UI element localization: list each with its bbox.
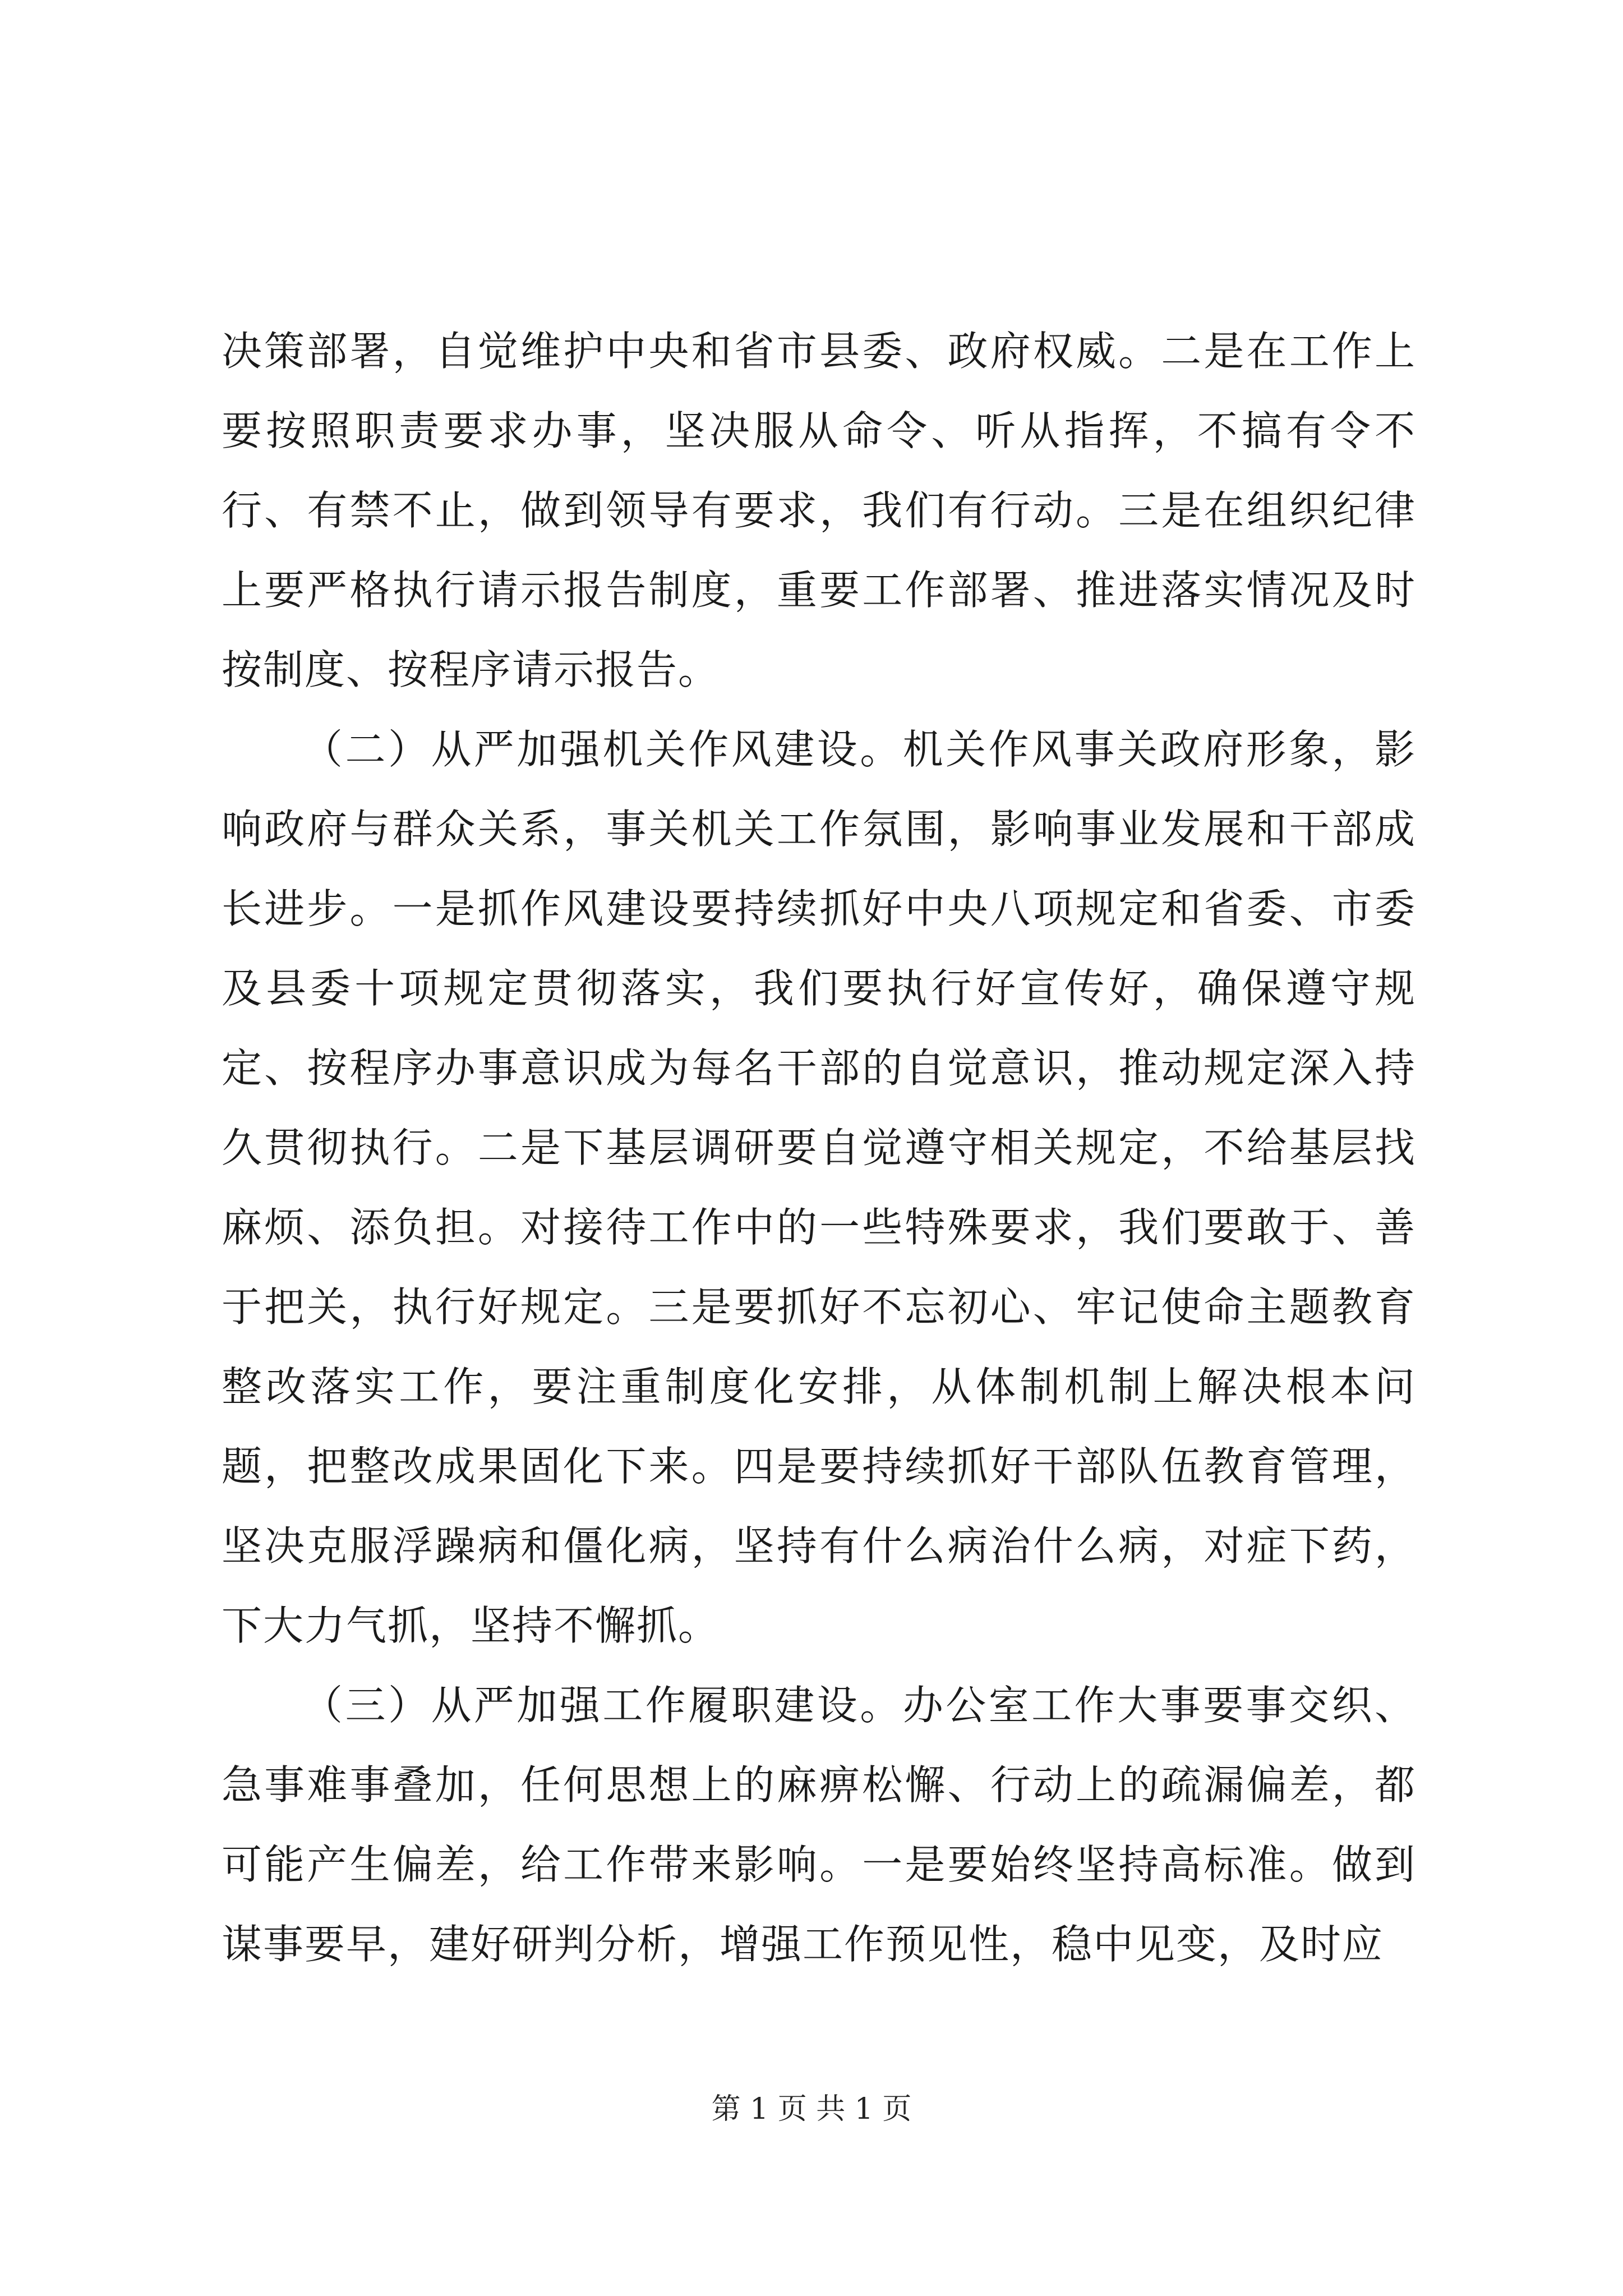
paragraph-continuation: 决策部署，自觉维护中央和省市县委、政府权威。二是在工作上要按照职责要求办事，坚决服从命令、听从指挥，不搞有令不行、有禁不止，做到领导有要求，我们有行动。三是在组织纪律上要严格执行请示报告制度，重要工作部署、推进落实情况及时按制度、按程序请示报告。 xyxy=(222,328,1416,693)
page-footer xyxy=(0,2092,1623,2126)
paragraph-section-2: （二）从严加强机关作风建设。机关作风事关政府形象，影响政府与群众关系，事关机关工作氛围，影响事业发展和干部成长进步。一是抓作风建设要持续抓好中央八项规定和省委、市委及县委十项规定贯彻落实，我们要执行好宣传好，确保遵守规定、按程序办事意识成为每名干部的自觉意识，推动规定深入持久贯彻执行。二是下基层调研要自觉遵守相关规定，不给基层找麻烦、添负担。对接待工作中的一些特殊要求，我们要敢于、善于把关，执行好规定。三是要抓好不忘初心、牢记使命主题教育整改落实工作，要注重制度化安排，从体制机制上解决根本问题，把整改成果固化下来。四是要持续抓好干部队伍教育管理，坚决克服浮躁病和僵化病，坚持有什么病治什么病，对症下药，下大力气抓，坚持不懈抓。 xyxy=(222,726,1416,1649)
page-number-label: 第 1 页 共 1 页 xyxy=(711,2092,912,2126)
paragraph-section-3: （三）从严加强工作履职建设。办公室工作大事要事交织、急事难事叠加，任何思想上的麻痹松懈、行动上的疏漏偏差，都可能产生偏差，给工作带来影响。一是要始终坚持高标准。做到谋事要早，建好研判分析，增强工作预见性，稳中见变，及时应 xyxy=(222,1682,1416,1968)
document-body xyxy=(222,311,1416,1984)
